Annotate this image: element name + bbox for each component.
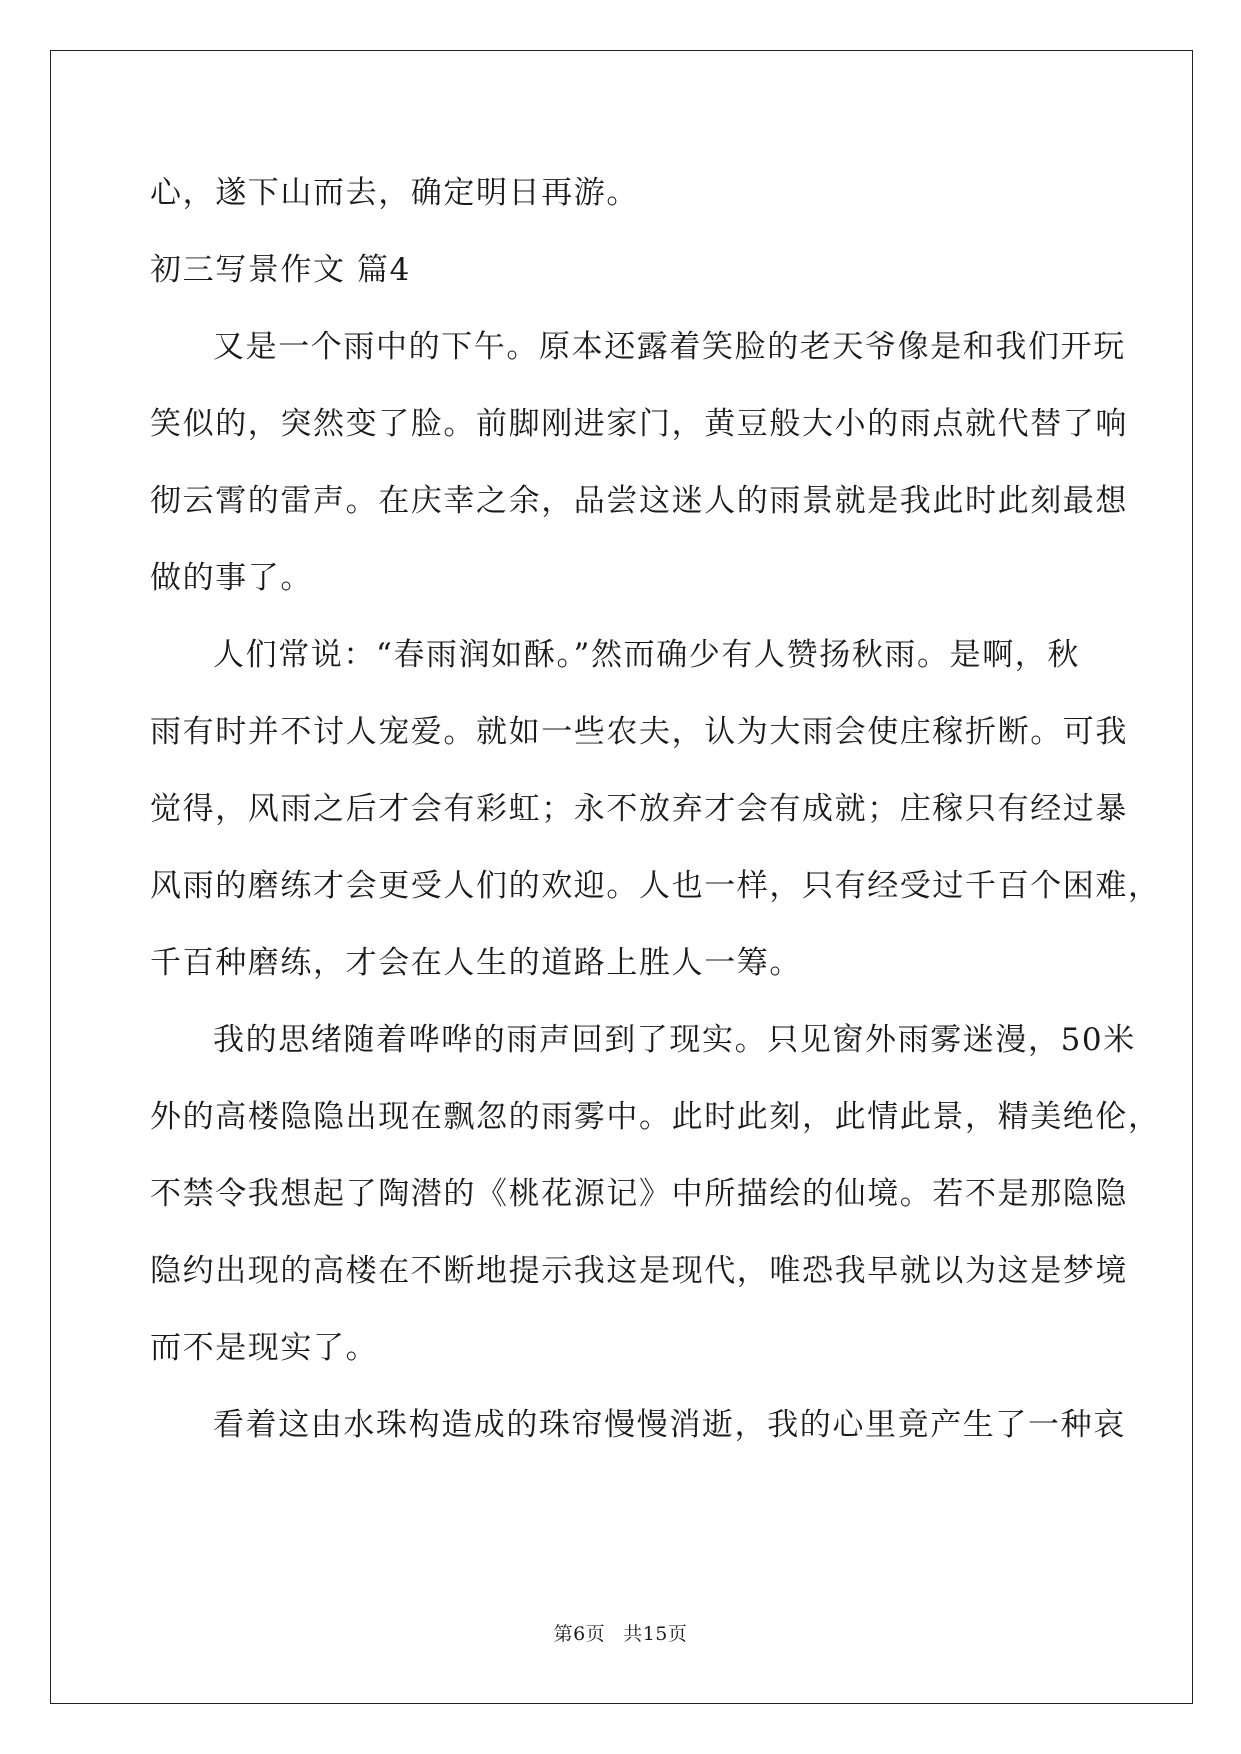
text-line: 外的高楼隐隐出现在飘忽的雨雾中。此时此刻，此情此景，精美绝伦， [150, 1099, 1161, 1135]
text-line: 做的事了。 [150, 560, 313, 596]
text-line: 笑似的，突然变了脸。前脚刚进家门，黄豆般大小的雨点就代替了响 [150, 406, 1128, 442]
text-line: 不禁令我想起了陶潜的《桃花源记》中所描绘的仙境。若不是那隐隐 [150, 1176, 1128, 1212]
text-line: 彻云霄的雷声。在庆幸之余，品尝这迷人的雨景就是我此时此刻最想 [150, 483, 1128, 519]
text-line: 又是一个雨中的下午。原本还露着笑脸的老天爷像是和我们开玩 [213, 329, 1126, 365]
text-line: 人们常说：“春雨润如酥。”然而确少有人赞扬秋雨。是啊，秋 [213, 637, 1080, 673]
page-number: 第6页 [553, 1623, 606, 1645]
section-heading: 初三写景作文 篇4 [150, 252, 411, 288]
text-line: 千百种磨练，才会在人生的道路上胜人一筹。 [150, 945, 802, 981]
page-total: 共15页 [623, 1623, 688, 1645]
page-footer [0, 1622, 1241, 1646]
text-line: 我的思绪随着哗哗的雨声回到了现实。只见窗外雨雾迷漫，50米 [213, 1022, 1136, 1058]
text-line: 觉得，风雨之后才会有彩虹；永不放弃才会有成就；庄稼只有经过暴 [150, 791, 1128, 827]
text-line: 心，遂下山而去，确定明日再游。 [150, 175, 639, 211]
text-line: 雨有时并不讨人宠爱。就如一些农夫，认为大雨会使庄稼折断。可我 [150, 714, 1128, 750]
text-line: 风雨的磨练才会更受人们的欢迎。人也一样，只有经受过千百个困难， [150, 868, 1161, 904]
text-line: 隐约出现的高楼在不断地提示我这是现代，唯恐我早就以为这是梦境 [150, 1253, 1128, 1289]
text-line: 看着这由水珠构造成的珠帘慢慢消逝，我的心里竟产生了一种哀 [213, 1407, 1126, 1443]
text-line: 而不是现实了。 [150, 1330, 379, 1366]
